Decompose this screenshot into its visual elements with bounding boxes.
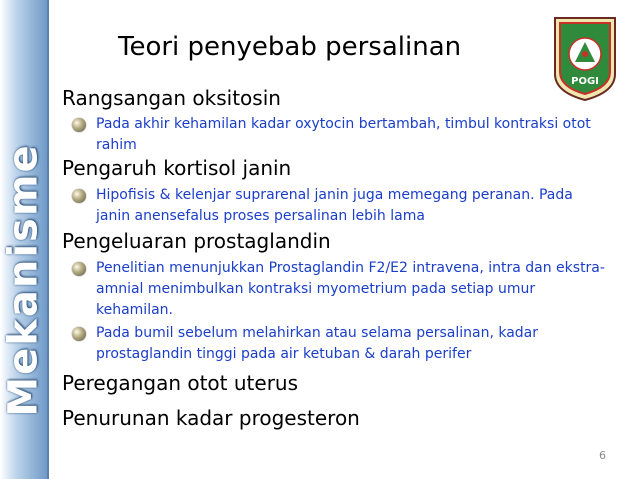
logo-text: POGI xyxy=(571,76,599,87)
point-kortisol: Hipofisis & kelenjar suprarenal janin juga memegang peranan. Pada janin anensefalus proses persalinan lebih lama xyxy=(96,187,573,224)
heading-progesteron: Penurunan kadar progesteron xyxy=(62,406,360,430)
slide-title: Teori penyebab persalinan xyxy=(118,32,462,62)
point-oksitosin: Pada akhir kehamilan kadar oxytocin bertambah, timbul kontraksi otot rahim xyxy=(96,116,591,153)
page-number: 6 xyxy=(599,449,606,462)
point-prostaglandin-2: Pada bumil sebelum melahirkan atau selama persalinan, kadar prostaglandin tinggi pada air ketuban & darah perifer xyxy=(96,325,539,362)
vertical-label-text: Mekanisme xyxy=(1,143,47,417)
heading-rangsangan-oksitosin: Rangsangan oksitosin xyxy=(62,86,281,110)
bullet-icon xyxy=(72,327,86,341)
point-prostaglandin-1: Penelitian menunjukkan Prostaglandin F2/E2 intravena, intra dan ekstra-amnial menimbulkan kontraksi myometrium pada setiap umur kehamilan. xyxy=(96,260,605,318)
bullet-icon xyxy=(72,189,86,203)
pogi-seal-logo xyxy=(551,14,619,102)
heading-kortisol-janin: Pengaruh kortisol janin xyxy=(62,156,292,180)
heading-peregangan-uterus: Peregangan otot uterus xyxy=(62,371,299,395)
sidebar-divider xyxy=(47,0,49,479)
bullet-icon xyxy=(72,262,86,276)
vertical-label xyxy=(1,143,47,417)
heading-prostaglandin: Pengeluaran prostaglandin xyxy=(62,229,331,253)
bullet-icon xyxy=(72,118,86,132)
